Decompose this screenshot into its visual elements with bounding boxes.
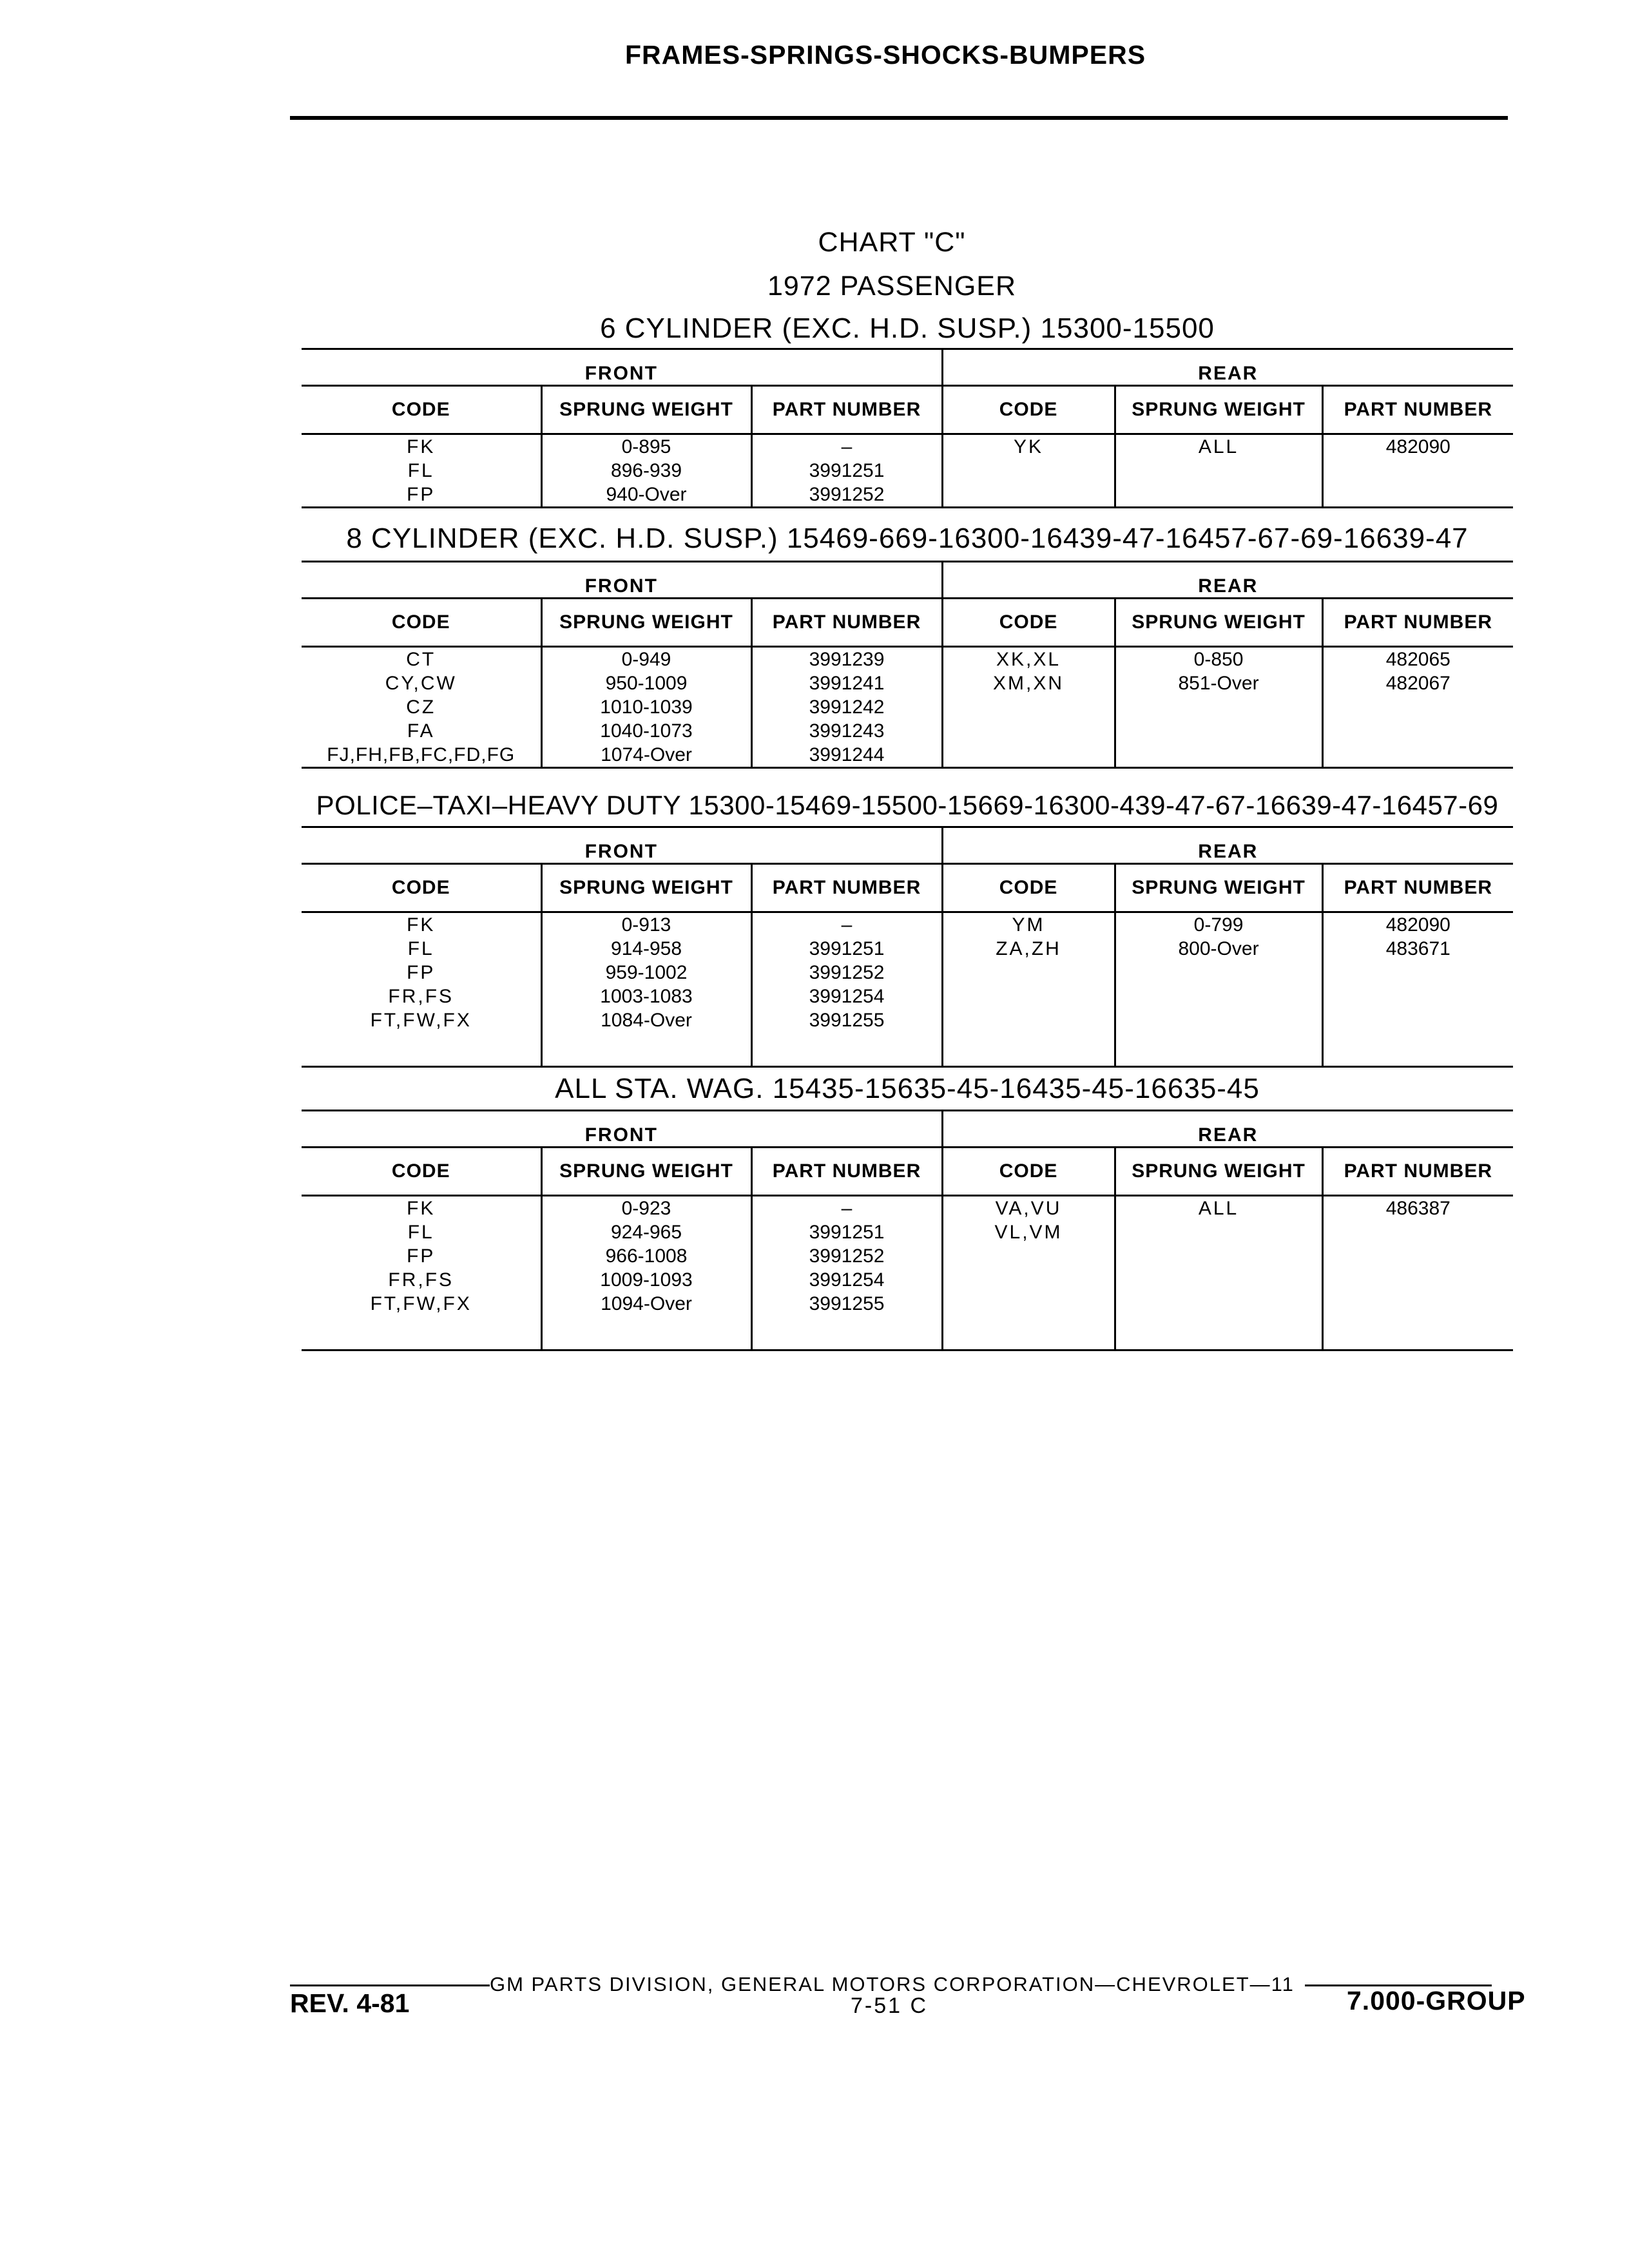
front-weight-cell	[541, 434, 751, 508]
rear-part: 482090	[1385, 914, 1451, 936]
front-part-cell	[751, 1196, 942, 1350]
front-part: 3991252	[809, 1245, 885, 1267]
rear-weight: 0-799	[1193, 914, 1244, 936]
front-code: FK	[407, 1198, 436, 1219]
rear-part: 482067	[1385, 673, 1451, 694]
rear-weight-header: SPRUNG WEIGHT	[1115, 1148, 1322, 1196]
spring-table	[302, 1110, 1513, 1351]
front-code: FA	[407, 720, 435, 742]
front-code: FP	[407, 962, 436, 983]
front-group-header: FRONT	[302, 562, 942, 599]
front-part-header: PART NUMBER	[751, 599, 942, 647]
rear-weight-cell	[1115, 434, 1322, 508]
page-header-title: FRAMES-SPRINGS-SHOCKS-BUMPERS	[625, 40, 1146, 70]
front-weight: 0-949	[621, 649, 671, 670]
front-weight: 924-965	[610, 1222, 682, 1243]
revision-label: REV. 4-81	[290, 1988, 410, 2018]
front-code: CZ	[406, 697, 436, 718]
front-code: CY,CW	[385, 673, 457, 694]
footer-rule-left	[290, 1984, 490, 1986]
front-weight-header: SPRUNG WEIGHT	[541, 386, 751, 434]
front-code: FK	[407, 914, 436, 936]
front-part-cell	[751, 912, 942, 1067]
rear-weight-header: SPRUNG WEIGHT	[1115, 864, 1322, 912]
rear-part-cell	[1322, 912, 1513, 1067]
rear-weight: 851-Over	[1178, 673, 1259, 694]
front-weight: 959-1002	[605, 962, 688, 983]
rear-code: ZA,ZH	[996, 938, 1061, 959]
footer-division-line	[290, 1973, 1527, 1996]
front-part: 3991242	[809, 697, 885, 718]
group-reference: 7.000-GROUP	[1347, 1986, 1526, 2015]
chart-label: CHART "C"	[818, 227, 966, 258]
section-title: ALL STA. WAG. 15435-15635-45-16435-45-16635-45	[555, 1073, 1260, 1104]
front-code: FR,FS	[388, 1269, 454, 1291]
rear-group-header: REAR	[942, 349, 1513, 386]
front-part-header: PART NUMBER	[751, 386, 942, 434]
front-part: 3991239	[809, 649, 885, 670]
rear-group-header: REAR	[942, 562, 1513, 599]
rear-code-cell	[942, 1196, 1115, 1350]
rear-code-header: CODE	[942, 386, 1115, 434]
front-code: FL	[407, 460, 434, 481]
section-title: POLICE–TAXI–HEAVY DUTY 15300-15469-15500-15669-16300-439-47-67-16639-47-16457-69	[316, 790, 1499, 820]
front-part: 3991254	[809, 1269, 885, 1291]
section-title: 8 CYLINDER (EXC. H.D. SUSP.) 15469-669-16300-16439-47-16457-67-69-16639-47	[346, 523, 1469, 554]
front-code-header: CODE	[302, 864, 541, 912]
rear-weight-cell	[1115, 912, 1322, 1067]
rear-part: 483671	[1385, 938, 1451, 959]
rear-part-cell	[1322, 647, 1513, 768]
rear-part-header: PART NUMBER	[1322, 599, 1513, 647]
front-part: 3991251	[809, 938, 885, 959]
rear-code: XK,XL	[996, 649, 1061, 670]
footer-division: GM PARTS DIVISION, GENERAL MOTORS CORPORATION—CHEVROLET—11	[490, 1973, 1295, 1995]
front-code: FP	[407, 1245, 436, 1267]
front-code-header: CODE	[302, 599, 541, 647]
front-part-cell	[751, 434, 942, 508]
front-weight: 896-939	[610, 460, 682, 481]
rear-code: YK	[1014, 436, 1044, 457]
front-weight-cell	[541, 1196, 751, 1350]
rear-part: 486387	[1385, 1198, 1451, 1219]
rear-part-header: PART NUMBER	[1322, 386, 1513, 434]
spring-table	[302, 561, 1513, 769]
rear-part-cell	[1322, 1196, 1513, 1350]
front-part: 3991251	[809, 460, 885, 481]
rear-weight: ALL	[1198, 1198, 1239, 1219]
rear-part-header: PART NUMBER	[1322, 864, 1513, 912]
rear-weight-cell	[1115, 1196, 1322, 1350]
front-weight: 1084-Over	[601, 1010, 692, 1031]
front-code: FT,FW,FX	[370, 1010, 472, 1031]
page-header-rule	[290, 116, 1508, 120]
front-part: 3991255	[809, 1010, 885, 1031]
front-part: 3991252	[809, 962, 885, 983]
front-weight: 950-1009	[605, 673, 688, 694]
rear-part: 482090	[1385, 436, 1451, 457]
section-title: 6 CYLINDER (EXC. H.D. SUSP.) 15300-15500	[600, 312, 1215, 344]
front-code: FR,FS	[388, 986, 454, 1007]
front-weight: 1040-1073	[600, 720, 693, 742]
chart-subtitle: 1972 PASSENGER	[767, 271, 1017, 302]
front-weight: 0-913	[621, 914, 671, 936]
front-part: 3991251	[809, 1222, 885, 1243]
rear-code-cell	[942, 912, 1115, 1067]
front-weight-cell	[541, 647, 751, 768]
front-weight: 940-Over	[606, 484, 687, 505]
rear-code-header: CODE	[942, 864, 1115, 912]
front-part: –	[841, 914, 853, 936]
front-weight-cell	[541, 912, 751, 1067]
spring-table	[302, 348, 1513, 508]
front-weight: 966-1008	[605, 1245, 688, 1267]
front-weight: 1010-1039	[600, 697, 693, 718]
rear-code: YM	[1012, 914, 1045, 936]
rear-code-cell	[942, 434, 1115, 508]
front-part: 3991252	[809, 484, 885, 505]
rear-part: 482065	[1385, 649, 1451, 670]
front-weight: 914-958	[610, 938, 682, 959]
rear-code: VA,VU	[995, 1198, 1062, 1219]
front-code-cell	[302, 434, 541, 508]
front-part-cell	[751, 647, 942, 768]
rear-code: XM,XN	[993, 673, 1065, 694]
front-weight: 1094-Over	[601, 1293, 692, 1314]
page-reference: 7-51 C	[851, 1994, 929, 2018]
front-weight: 0-923	[621, 1198, 671, 1219]
front-group-header: FRONT	[302, 827, 942, 864]
front-part: 3991244	[809, 744, 885, 765]
front-weight-header: SPRUNG WEIGHT	[541, 864, 751, 912]
rear-part-header: PART NUMBER	[1322, 1148, 1513, 1196]
front-group-header: FRONT	[302, 349, 942, 386]
front-code-cell	[302, 1196, 541, 1350]
rear-weight-header: SPRUNG WEIGHT	[1115, 599, 1322, 647]
front-weight-header: SPRUNG WEIGHT	[541, 599, 751, 647]
front-code: FT,FW,FX	[370, 1293, 472, 1314]
rear-weight-header: SPRUNG WEIGHT	[1115, 386, 1322, 434]
front-part: 3991254	[809, 986, 885, 1007]
rear-code: VL,VM	[994, 1222, 1063, 1243]
rear-code-header: CODE	[942, 599, 1115, 647]
front-group-header: FRONT	[302, 1111, 942, 1148]
front-part-header: PART NUMBER	[751, 864, 942, 912]
rear-group-header: REAR	[942, 1111, 1513, 1148]
front-part: 3991243	[809, 720, 885, 742]
rear-part-cell	[1322, 434, 1513, 508]
rear-code-header: CODE	[942, 1148, 1115, 1196]
spring-table	[302, 826, 1513, 1068]
front-code-cell	[302, 912, 541, 1067]
front-weight: 1003-1083	[600, 986, 693, 1007]
front-code: FK	[407, 436, 436, 457]
front-code-header: CODE	[302, 1148, 541, 1196]
front-part: –	[841, 1198, 853, 1219]
front-part: 3991241	[809, 673, 885, 694]
rear-weight: ALL	[1198, 436, 1239, 457]
rear-group-header: REAR	[942, 827, 1513, 864]
front-code: FL	[407, 1222, 434, 1243]
front-part: 3991255	[809, 1293, 885, 1314]
front-part: –	[841, 436, 853, 457]
rear-weight-cell	[1115, 647, 1322, 768]
front-code: FJ,FH,FB,FC,FD,FG	[327, 744, 516, 765]
front-part-header: PART NUMBER	[751, 1148, 942, 1196]
rear-code-cell	[942, 647, 1115, 768]
front-code: CT	[406, 649, 436, 670]
front-code: FL	[407, 938, 434, 959]
rear-weight: 0-850	[1193, 649, 1244, 670]
front-code-cell	[302, 647, 541, 768]
front-weight: 0-895	[621, 436, 671, 457]
front-weight: 1074-Over	[601, 744, 692, 765]
front-code-header: CODE	[302, 386, 541, 434]
rear-weight: 800-Over	[1178, 938, 1259, 959]
front-weight: 1009-1093	[600, 1269, 693, 1291]
front-code: FP	[407, 484, 436, 505]
front-weight-header: SPRUNG WEIGHT	[541, 1148, 751, 1196]
